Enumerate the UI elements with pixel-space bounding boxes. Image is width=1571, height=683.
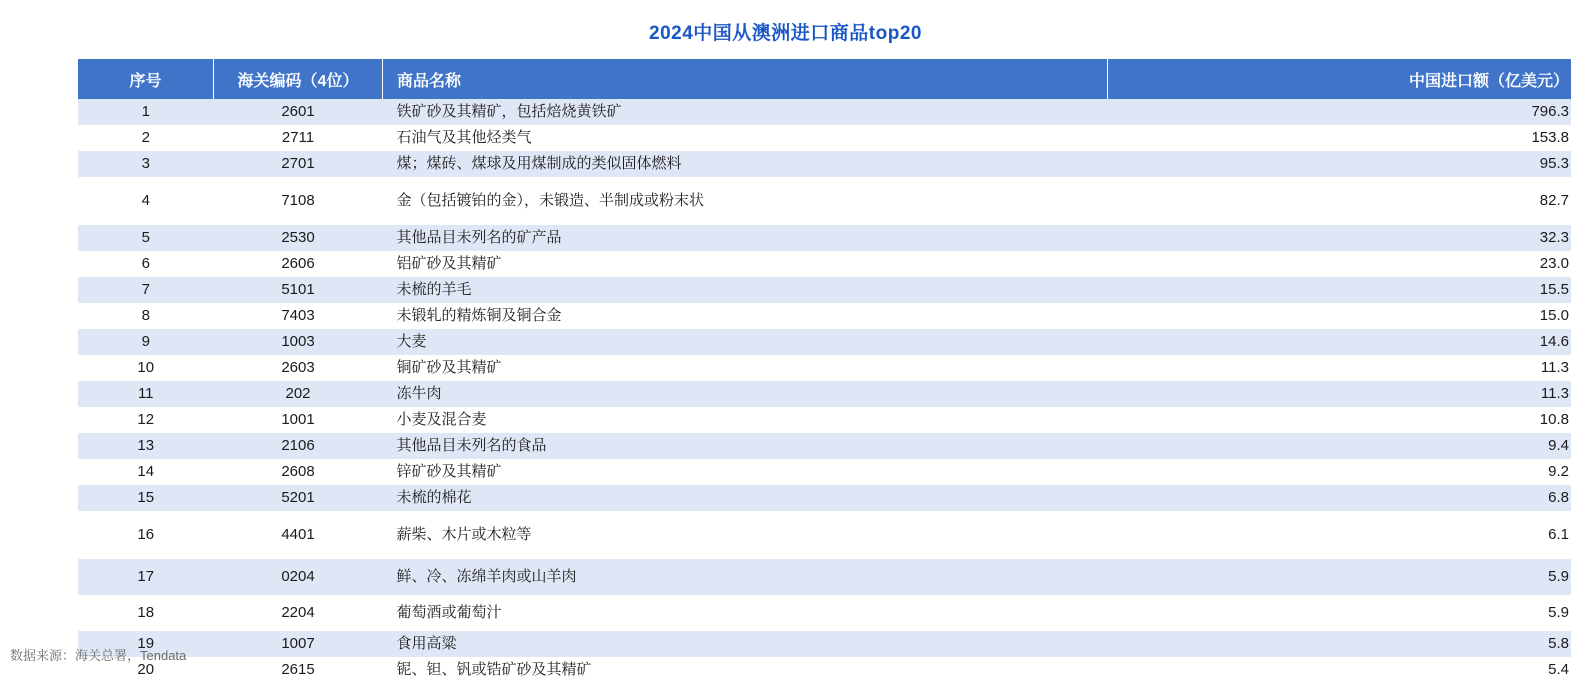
- table-row: [78, 657, 1571, 683]
- cell-code: 5201: [214, 485, 383, 511]
- column-header-index: 序号: [78, 59, 214, 99]
- cell-name: 鲜、冷、冻绵羊肉或山羊肉: [383, 559, 1108, 595]
- table-header: [78, 59, 1571, 99]
- table-row: [78, 125, 1571, 151]
- cell-code: 2606: [214, 251, 383, 277]
- cell-name: 铝矿砂及其精矿: [383, 251, 1108, 277]
- cell-index: 12: [78, 407, 214, 433]
- cell-value: 796.3: [1108, 99, 1571, 125]
- cell-name: 未梳的棉花: [383, 485, 1108, 511]
- cell-code: 1007: [214, 631, 383, 657]
- cell-code: 1003: [214, 329, 383, 355]
- cell-name: 金（包括镀铂的金），未锻造、半制成或粉末状: [383, 177, 1108, 225]
- cell-value: 9.4: [1108, 433, 1571, 459]
- cell-code: 7403: [214, 303, 383, 329]
- table-row: [78, 99, 1571, 125]
- cell-name: 大麦: [383, 329, 1108, 355]
- column-header-code: 海关编码（4位）: [214, 59, 383, 99]
- cell-value: 5.8: [1108, 631, 1571, 657]
- cell-name: 薪柴、木片或木粒等: [383, 511, 1108, 559]
- cell-index: 3: [78, 151, 214, 177]
- table-row: [78, 381, 1571, 407]
- cell-value: 9.2: [1108, 459, 1571, 485]
- cell-value: 32.3: [1108, 225, 1571, 251]
- cell-code: 202: [214, 381, 383, 407]
- cell-value: 14.6: [1108, 329, 1571, 355]
- cell-name: 食用高粱: [383, 631, 1108, 657]
- table-row: [78, 329, 1571, 355]
- cell-index: 20: [78, 657, 214, 683]
- cell-code: 2530: [214, 225, 383, 251]
- table-row: [78, 251, 1571, 277]
- cell-name: 其他品目未列名的矿产品: [383, 225, 1108, 251]
- cell-index: 18: [78, 595, 214, 631]
- table-row: [78, 303, 1571, 329]
- cell-code: 2615: [214, 657, 383, 683]
- table-row: [78, 177, 1571, 225]
- cell-code: 1001: [214, 407, 383, 433]
- table-row: [78, 225, 1571, 251]
- cell-name: 煤；煤砖、煤球及用煤制成的类似固体燃料: [383, 151, 1108, 177]
- column-header-value: 中国进口额（亿美元）: [1108, 59, 1571, 99]
- cell-code: 2601: [214, 99, 383, 125]
- table-row: [78, 595, 1571, 631]
- cell-index: 13: [78, 433, 214, 459]
- cell-code: 2701: [214, 151, 383, 177]
- cell-value: 153.8: [1108, 125, 1571, 151]
- cell-name: 葡萄酒或葡萄汁: [383, 595, 1108, 631]
- cell-value: 82.7: [1108, 177, 1571, 225]
- cell-name: 未梳的羊毛: [383, 277, 1108, 303]
- cell-index: 10: [78, 355, 214, 381]
- cell-name: 锌矿砂及其精矿: [383, 459, 1108, 485]
- table-header-row: [78, 59, 1571, 99]
- table-row: [78, 631, 1571, 657]
- cell-name: 冻牛肉: [383, 381, 1108, 407]
- table-row: [78, 407, 1571, 433]
- cell-index: 15: [78, 485, 214, 511]
- cell-value: 5.9: [1108, 595, 1571, 631]
- cell-index: 11: [78, 381, 214, 407]
- cell-code: 2603: [214, 355, 383, 381]
- cell-value: 5.9: [1108, 559, 1571, 595]
- table-row: [78, 559, 1571, 595]
- cell-name: 铌、钽、钒或锆矿砂及其精矿: [383, 657, 1108, 683]
- cell-name: 未锻轧的精炼铜及铜合金: [383, 303, 1108, 329]
- cell-value: 5.4: [1108, 657, 1571, 683]
- cell-name: 小麦及混合麦: [383, 407, 1108, 433]
- cell-value: 11.3: [1108, 381, 1571, 407]
- column-header-name: 商品名称: [383, 59, 1108, 99]
- table-row: [78, 277, 1571, 303]
- cell-index: 9: [78, 329, 214, 355]
- cell-value: 15.0: [1108, 303, 1571, 329]
- cell-index: 6: [78, 251, 214, 277]
- import-goods-table: [78, 59, 1571, 683]
- cell-name: 铁矿砂及其精矿，包括焙烧黄铁矿: [383, 99, 1108, 125]
- source-note: 数据来源：海关总署，Tendata: [10, 645, 186, 664]
- cell-code: 2711: [214, 125, 383, 151]
- import-table-wrapper: [78, 59, 1492, 683]
- table-row: [78, 151, 1571, 177]
- cell-index: 2: [78, 125, 214, 151]
- cell-code: 4401: [214, 511, 383, 559]
- cell-index: 5: [78, 225, 214, 251]
- cell-index: 1: [78, 99, 214, 125]
- cell-index: 17: [78, 559, 214, 595]
- cell-index: 7: [78, 277, 214, 303]
- cell-code: 5101: [214, 277, 383, 303]
- table-row: [78, 459, 1571, 485]
- cell-value: 15.5: [1108, 277, 1571, 303]
- cell-value: 6.1: [1108, 511, 1571, 559]
- cell-value: 11.3: [1108, 355, 1571, 381]
- cell-code: 2204: [214, 595, 383, 631]
- cell-index: 4: [78, 177, 214, 225]
- cell-code: 2106: [214, 433, 383, 459]
- table-body: [78, 99, 1571, 683]
- cell-name: 铜矿砂及其精矿: [383, 355, 1108, 381]
- table-row: [78, 511, 1571, 559]
- cell-index: 16: [78, 511, 214, 559]
- table-row: [78, 433, 1571, 459]
- cell-code: 0204: [214, 559, 383, 595]
- cell-value: 6.8: [1108, 485, 1571, 511]
- cell-code: 7108: [214, 177, 383, 225]
- cell-value: 10.8: [1108, 407, 1571, 433]
- cell-code: 2608: [214, 459, 383, 485]
- cell-value: 23.0: [1108, 251, 1571, 277]
- table-row: [78, 355, 1571, 381]
- cell-name: 其他品目未列名的食品: [383, 433, 1108, 459]
- cell-name: 石油气及其他烃类气: [383, 125, 1108, 151]
- cell-index: 8: [78, 303, 214, 329]
- cell-value: 95.3: [1108, 151, 1571, 177]
- page-title: 2024中国从澳洲进口商品top20: [0, 0, 1571, 59]
- cell-index: 19: [78, 631, 214, 657]
- table-row: [78, 485, 1571, 511]
- cell-index: 14: [78, 459, 214, 485]
